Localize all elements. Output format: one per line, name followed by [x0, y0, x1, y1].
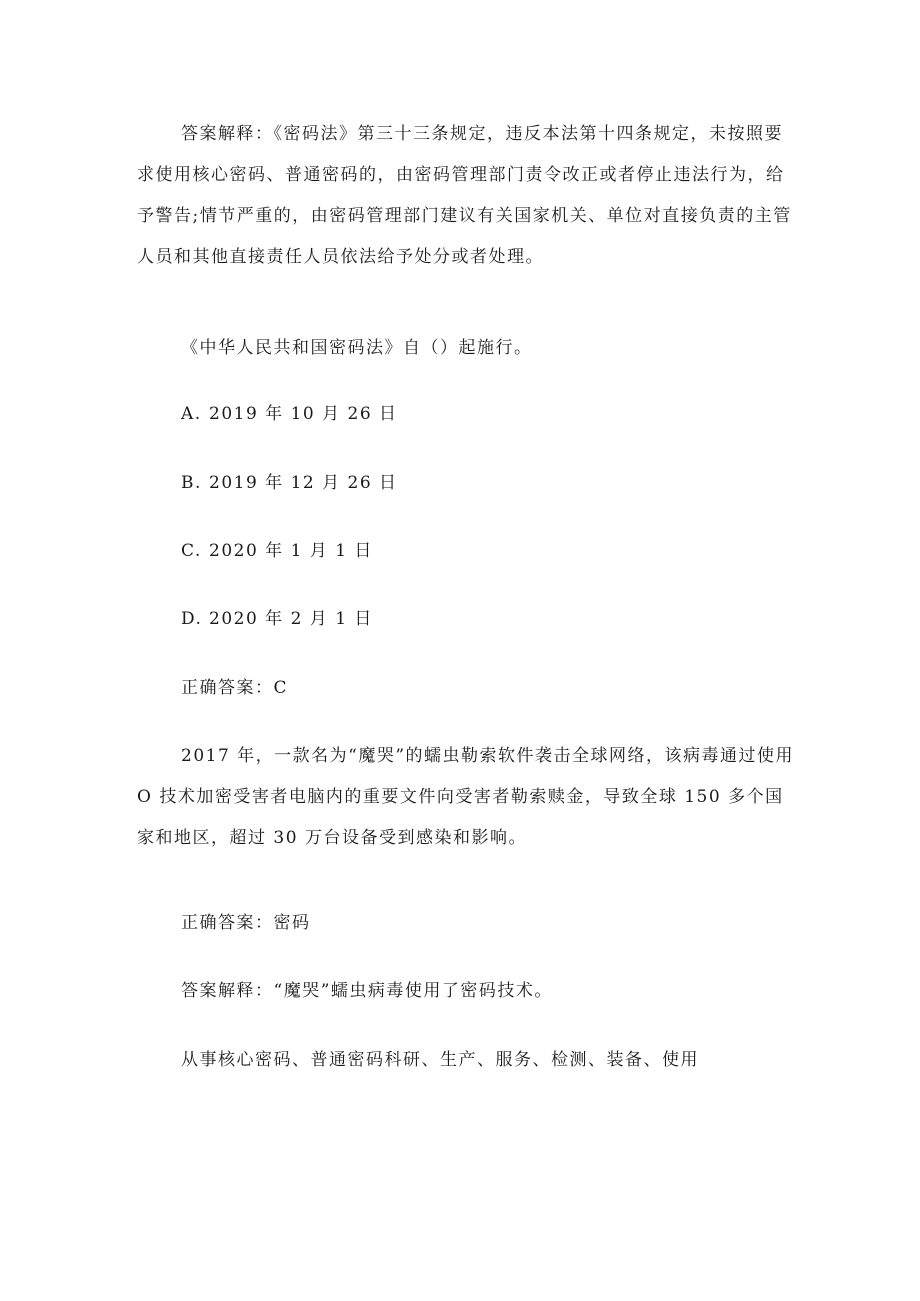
- correct-answer: 正确答案：C: [181, 678, 289, 698]
- option-letter: B.: [181, 473, 202, 493]
- question-stem: 《中华人民共和国密码法》自（）起施行。: [181, 338, 533, 358]
- option-a: [181, 402, 398, 426]
- question-paragraph: 2017 年，一款名为“魔哭”的蠕虫勒索软件袭击全球网络，该病毒通过使用 O 技术加密受害者电脑内的重要文件向受害者勒索赎金，导致全球 150 多个国家和地区，超过 30 万台设备受到感染和影响。: [137, 746, 795, 848]
- correct-answer: 正确答案：密码: [181, 913, 311, 933]
- option-letter: A.: [181, 404, 202, 424]
- option-d: [181, 607, 373, 631]
- answer-explanation: 答案解释：“魔哭”蠕虫病毒使用了密码技术。: [181, 981, 553, 1001]
- option-text: 2020 年 2 月 1 日: [209, 609, 373, 629]
- option-c: [181, 539, 373, 563]
- option-letter: C.: [181, 541, 202, 561]
- explanation-paragraph: 答案解释：《密码法》第三十三条规定，违反本法第十四条规定，未按照要求使用核心密码、普通密码的，由密码管理部门责令改正或者停止违法行为，给予警告;情节严重的，由密码管理部门建议有关国家机关、单位对直接负责的主管人员和其他直接责任人员依法给予处分或者处理。: [137, 124, 792, 267]
- option-text: 2019 年 10 月 26 日: [209, 404, 398, 424]
- question-stem: 从事核心密码、普通密码科研、生产、服务、检测、装备、使用: [181, 1050, 699, 1070]
- option-text: 2020 年 1 月 1 日: [209, 541, 373, 561]
- option-letter: D.: [181, 609, 203, 629]
- option-b: [181, 471, 398, 495]
- option-text: 2019 年 12 月 26 日: [209, 473, 398, 493]
